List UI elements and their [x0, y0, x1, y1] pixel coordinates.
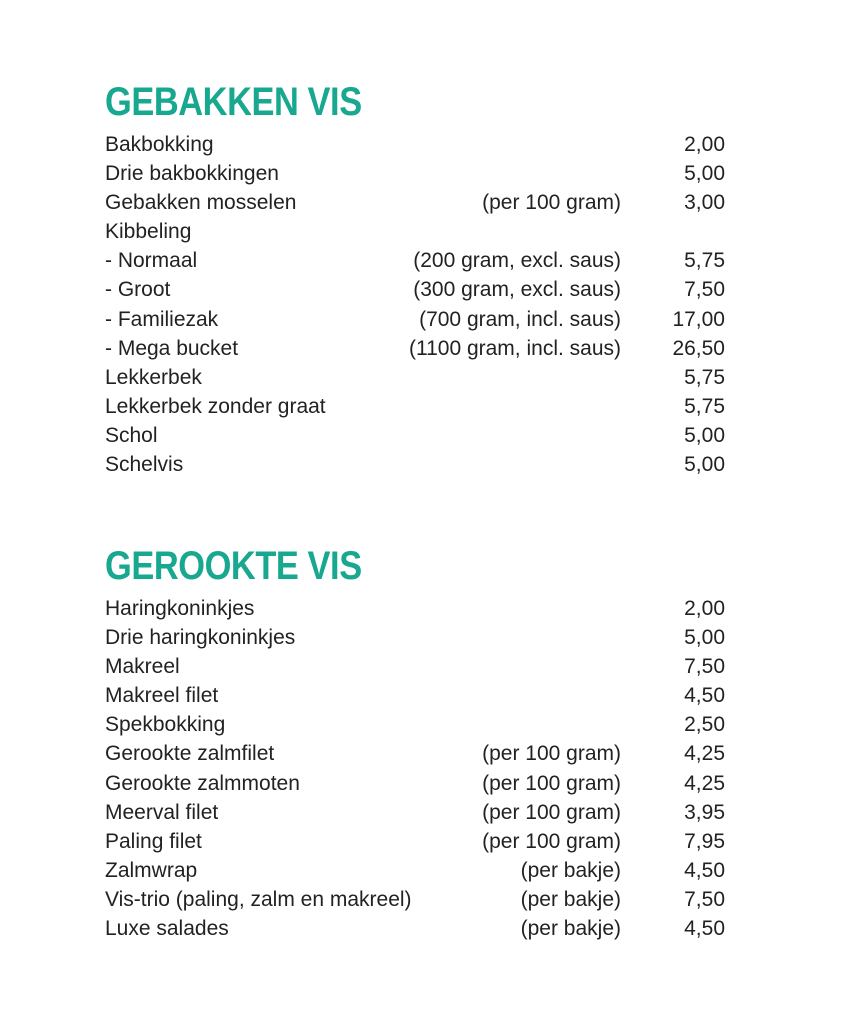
menu-item: [105, 798, 725, 827]
item-name: Meerval filet: [105, 800, 219, 824]
menu-item: [105, 421, 725, 450]
menu-item: [105, 130, 725, 159]
menu-item: [105, 827, 725, 856]
menu-item: [105, 681, 725, 710]
item-name: - Mega bucket: [105, 336, 239, 360]
menu-item: [105, 739, 725, 768]
item-name: Lekkerbek zonder graat: [105, 394, 326, 418]
item-name: Lekkerbek: [105, 365, 202, 389]
item-name: - Groot: [105, 278, 171, 302]
section-gerookte-vis: [105, 538, 725, 943]
item-price: 17,00: [672, 307, 725, 331]
section-title: GEROOKTE VIS: [105, 544, 362, 588]
item-name: Luxe salades: [105, 917, 229, 941]
menu-item: [105, 159, 725, 188]
item-price: 5,00: [684, 453, 725, 477]
item-name: Schol: [105, 423, 158, 447]
item-name: Drie haringkoninkjes: [105, 626, 296, 650]
item-note: (per 100 gram): [482, 742, 621, 766]
item-name: Gerookte zalmmoten: [105, 771, 300, 795]
item-price: 5,00: [684, 423, 725, 447]
item-note: (700 gram, incl. saus): [419, 307, 621, 331]
item-name: Haringkoninkjes: [105, 597, 255, 620]
menu-item: [105, 334, 725, 363]
menu-item: [105, 392, 725, 421]
item-name: Gerookte zalmfilet: [105, 742, 275, 766]
item-note: (per 100 gram): [482, 191, 621, 215]
item-price: 5,75: [684, 394, 725, 418]
item-name: Schelvis: [105, 453, 184, 477]
item-price: 4,50: [684, 917, 725, 941]
item-price: 2,50: [684, 713, 725, 737]
item-name: Spekbokking: [105, 713, 226, 737]
menu-item: [105, 623, 725, 652]
item-price: 7,50: [684, 655, 725, 679]
item-price: 7,50: [684, 278, 725, 302]
item-note: (per 100 gram): [482, 829, 621, 853]
item-price: 7,50: [684, 887, 725, 911]
menu-item: [105, 246, 725, 275]
item-price: 2,00: [684, 133, 725, 156]
item-price: 3,95: [684, 800, 725, 824]
item-price: 4,25: [684, 742, 725, 766]
item-price: 7,95: [684, 829, 725, 853]
menu-item: [105, 275, 725, 304]
item-price: 4,50: [684, 684, 725, 708]
item-price: 26,50: [672, 336, 725, 360]
item-note: (per 100 gram): [482, 771, 621, 795]
item-price: 5,00: [684, 162, 725, 186]
item-name: Makreel: [105, 655, 180, 679]
item-price: 5,75: [684, 365, 725, 389]
item-price: 5,75: [684, 249, 725, 273]
section-gebakken-vis: [105, 74, 725, 479]
item-note: (200 gram, excl. saus): [413, 249, 621, 273]
menu-item: [105, 363, 725, 392]
item-name: - Familiezak: [105, 307, 219, 331]
menu-item: [105, 594, 725, 623]
item-note: (per bakje): [520, 917, 621, 941]
item-note: (300 gram, excl. saus): [413, 278, 621, 302]
item-note: (per bakje): [520, 887, 621, 911]
item-name: Paling filet: [105, 829, 202, 853]
item-price: 4,50: [684, 858, 725, 882]
item-name: Bakbokking: [105, 133, 214, 156]
item-note: (1100 gram, incl. saus): [408, 336, 621, 360]
item-price: 3,00: [684, 191, 725, 215]
item-price: 2,00: [684, 597, 725, 620]
item-price: 4,25: [684, 771, 725, 795]
item-name: Vis-trio (paling, zalm en makreel): [105, 887, 412, 911]
menu-item: [105, 914, 725, 943]
item-name: Drie bakbokkingen: [105, 162, 279, 186]
menu-item: [105, 885, 725, 914]
menu-item: [105, 305, 725, 334]
menu-item: [105, 710, 725, 739]
menu-item: [105, 652, 725, 681]
menu-item: [105, 769, 725, 798]
menu-list: [105, 594, 725, 943]
menu-item: [105, 217, 725, 246]
menu-item: [105, 450, 725, 479]
item-name: Gebakken mosselen: [105, 191, 297, 215]
item-name: Zalmwrap: [105, 858, 198, 882]
item-name: Kibbeling: [105, 220, 192, 244]
menu-list: [105, 130, 725, 479]
item-note: (per bakje): [520, 858, 621, 882]
menu-item: [105, 188, 725, 217]
item-name: Makreel filet: [105, 684, 219, 708]
item-price: 5,00: [684, 626, 725, 650]
menu-item: [105, 856, 725, 885]
section-title: GEBAKKEN VIS: [105, 80, 362, 124]
item-note: (per 100 gram): [482, 800, 621, 824]
item-name: - Normaal: [105, 249, 198, 273]
